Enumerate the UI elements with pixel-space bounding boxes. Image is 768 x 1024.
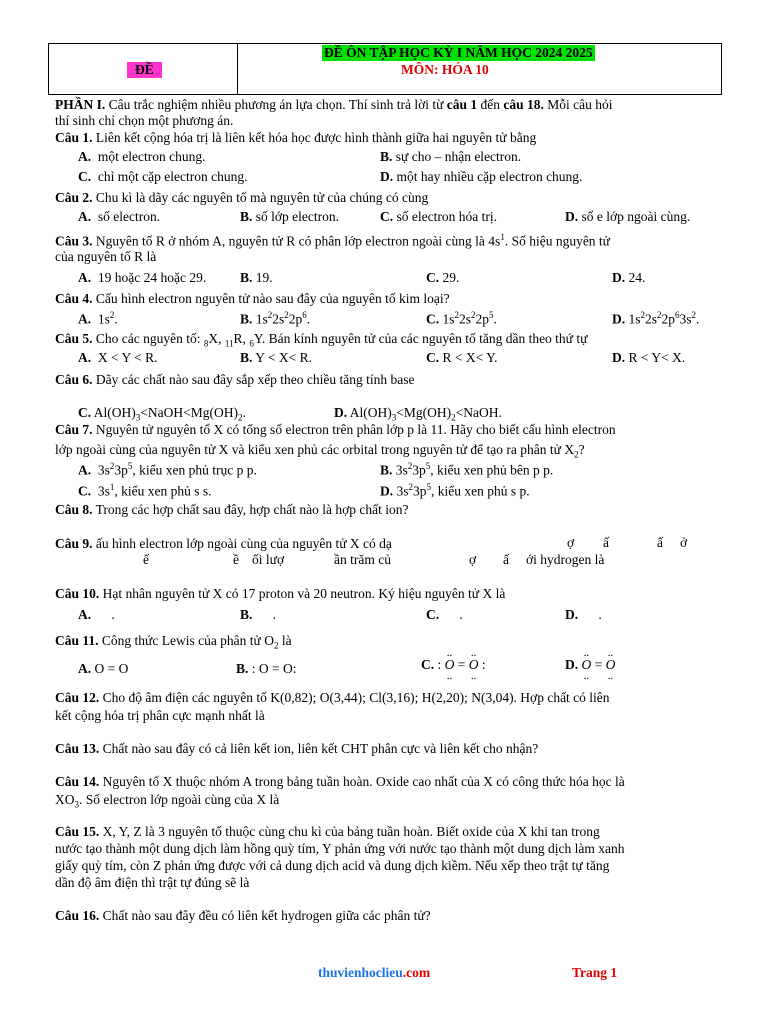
lewis-o-atom	[444, 647, 455, 682]
q12-label: Câu 12.	[55, 690, 100, 705]
q14-label: Câu 14.	[55, 774, 100, 789]
opt-letter: C.	[426, 350, 440, 365]
q7-d-text: , kiểu xen phủ s p.	[431, 483, 530, 499]
q2-option-a[interactable]	[78, 209, 160, 225]
question-9	[55, 535, 717, 552]
q3-text: Nguyên tố R ở nhóm A, nguyên tử R có phân lớp electron ngoài cùng là 4s	[92, 233, 501, 249]
footer-site-name: thuvienhoclieu	[318, 965, 403, 980]
q5-a-text: X < Y < R.	[97, 350, 158, 365]
q12-text: Cho độ âm điện các nguyên tố K(0,82); O(3,44); Cl(3,16); H(2,20); N(3,04). Hợp chất có liên	[99, 690, 610, 705]
opt-letter: B.	[380, 149, 393, 164]
q3-d-text: 24.	[628, 270, 646, 285]
q1-option-c[interactable]	[78, 169, 247, 185]
lewis-o-symbol: O	[444, 657, 455, 672]
opt-letter: C.	[426, 270, 440, 285]
q2-option-b[interactable]	[240, 209, 339, 225]
q10-label: Câu 10.	[55, 586, 100, 601]
q4-label: Câu 4.	[55, 291, 93, 306]
q14-line2-text: . Số electron lớp ngoài cùng của X là	[79, 792, 280, 807]
q13-label: Câu 13.	[55, 741, 100, 756]
lone-pair: ..	[470, 647, 477, 659]
q15-text: X, Y, Z là 3 nguyên tố thuộc cùng chu kì của bảng tuần hoàn. Biết oxide của X khi tan trong	[99, 824, 600, 839]
footer-site-link[interactable]	[318, 965, 430, 981]
q7-text: Nguyên tử nguyên tố X có tổng số electron trên phân lớp p là 11. Hãy cho biết cấu hình electron	[92, 422, 616, 437]
lewis-o-atom	[581, 647, 592, 682]
lewis-o-atom	[468, 647, 479, 682]
q6-option-c[interactable]: C. $Al(OH)_3<NaOH<Mg(OH)_2$.	[78, 405, 246, 423]
q7-option-b[interactable]: B. $3s^23p^5$, kiểu xen phủ bên p p.	[380, 461, 554, 478]
q5-d-text: R < Y< X.	[628, 350, 686, 365]
q14-text: Nguyên tố X thuộc nhóm A trong bảng tuần hoàn. Oxide cao nhất của X có công thức hóa học là	[99, 774, 625, 789]
q3-sup: 1	[500, 232, 505, 242]
q16-text: Chất nào sau đây đều có liên kết hydrogen giữa các phân tử?	[99, 908, 431, 923]
lewis-o-atom	[605, 647, 616, 682]
q12-line2: kết cộng hóa trị phân cực mạnh nhất là	[55, 708, 265, 723]
q3-option-c[interactable]	[426, 270, 459, 286]
lone-pair: ..	[583, 670, 590, 682]
q5-option-c[interactable]	[426, 350, 498, 366]
de-label: ĐỀ	[127, 62, 162, 78]
opt-letter: B.	[240, 607, 253, 622]
q9-frag: ở	[680, 535, 688, 550]
q7-option-d[interactable]: D. $3s^23p^5$, kiểu xen phủ s p.	[380, 482, 530, 499]
q4-option-a[interactable]: A. $1s^2$.	[78, 310, 118, 327]
part1-intro-bold1: câu 1	[446, 97, 478, 112]
opt-letter: A.	[78, 350, 92, 365]
q6-label: Câu 6.	[55, 372, 93, 387]
q9-frag: ế	[143, 552, 149, 567]
q5-label: Câu 5.	[55, 331, 93, 346]
q9-frag: ối lượ	[252, 552, 285, 567]
q2-option-d[interactable]	[565, 209, 690, 225]
lone-pair: ..	[470, 670, 477, 682]
header-table	[48, 43, 722, 95]
q14-line2: $XO_3$. Số electron lớp ngoài cùng của X là	[55, 792, 280, 810]
opt-letter: A.	[78, 607, 92, 622]
opt-letter: B.	[240, 209, 253, 224]
lone-pair: ..	[607, 670, 614, 682]
q3-text-tail: . Số hiệu nguyên tử	[504, 233, 610, 249]
question-4	[55, 290, 717, 307]
q2-c-text: số electron hóa trị.	[396, 209, 497, 224]
q6-option-d[interactable]: D. $Al(OH)_3<Mg(OH)_2<NaOH$.	[334, 405, 502, 423]
question-2	[55, 189, 717, 206]
q11-a-text: O = O	[94, 661, 129, 676]
q6-text: Dãy các chất nào sau đây sắp xếp theo chiều tăng tính base	[92, 372, 415, 387]
q5-c-text: R < X< Y.	[442, 350, 498, 365]
q2-a-text: số electron.	[97, 209, 161, 224]
q15-line3: giấy quỳ tím, còn Z phản ứng được với cả dung dịch acid và dung dịch kiềm. Nếu xếp theo trật tự tăng	[55, 858, 610, 873]
q15-line2: nước tạo thành một dung dịch làm hồng quỳ tím, Y phản ứng với nước tạo thành một dung dịch làm xanh	[55, 841, 625, 856]
footer-page-number: Trang 1	[572, 965, 618, 980]
q1-option-a[interactable]	[78, 149, 205, 165]
q9-frag: ợ	[469, 552, 477, 567]
part1-intro-line2: thí sinh chỉ chọn một phương án.	[55, 113, 234, 128]
opt-letter: D.	[380, 169, 394, 184]
q11-text: Công thức Lewis của phân tử O	[98, 633, 274, 648]
part1-intro-mid: đến	[477, 97, 504, 112]
q4-text: Cấu hình electron nguyên tử nào sau đây của nguyên tố kim loại?	[92, 291, 450, 306]
q9-frag: ấ	[503, 552, 509, 567]
q7-option-c[interactable]: C. $3s^1$, kiểu xen phủ s s.	[78, 482, 212, 499]
q9-text: ấu hình electron lớp ngoài cùng của nguyên tử X có dạ	[92, 536, 392, 551]
lone-pair: ..	[446, 670, 453, 682]
question-13	[55, 740, 717, 757]
q11-text-tail: là	[278, 633, 292, 648]
opt-letter: B.	[240, 350, 253, 365]
q11-option-d[interactable]: D. .. O .. = .. O ..	[565, 647, 616, 682]
opt-letter: D.	[565, 607, 579, 622]
footer-site-tld: .com	[402, 965, 431, 980]
q11-option-c[interactable]: C. : .. O .. = .. O .. :	[421, 647, 486, 682]
part1-intro-text: Câu trắc nghiệm nhiều phương án lựa chọn. Thí sinh trả lời từ	[105, 97, 447, 112]
q3-option-a[interactable]	[78, 270, 206, 286]
q7-line2: lớp ngoài cùng của nguyên tử X và kiểu xen phủ các orbital trong nguyên tử để tạo ra phân tử $X_2$?	[55, 442, 585, 460]
question-10	[55, 585, 717, 602]
part1-heading: PHẦN I.	[55, 97, 106, 112]
q11-label: Câu 11.	[55, 633, 99, 648]
q3-option-b[interactable]	[240, 270, 273, 286]
q9-frag: ấ	[603, 535, 609, 550]
q2-d-text: số e lớp ngoài cùng.	[581, 209, 691, 224]
lone-pair: ..	[583, 647, 590, 659]
opt-letter: D.	[565, 209, 579, 224]
opt-letter: A.	[78, 270, 92, 285]
q1-option-d[interactable]	[380, 169, 582, 185]
lone-pair: ..	[607, 647, 614, 659]
question-6	[55, 371, 717, 388]
question-11: Câu 11. Công thức Lewis của phân tử $O_2$ là	[55, 633, 292, 651]
q4-option-b[interactable]: B. $1s^22s^22p^6$.	[240, 310, 311, 327]
q1-a-text: một electron chung.	[97, 149, 206, 164]
opt-letter: C.	[78, 169, 92, 184]
q9-frag: ợ	[567, 535, 575, 550]
q10-text: Hạt nhân nguyên tử X có 17 proton và 20 neutron. Ký hiệu nguyên tử X là	[99, 586, 506, 601]
q9-frag: ới hydrogen là	[526, 552, 605, 567]
q3-option-d[interactable]	[612, 270, 645, 286]
opt-letter: A.	[78, 209, 92, 224]
question-12	[55, 689, 717, 706]
q1-label: Câu 1.	[55, 130, 93, 145]
q3-c-text: 29.	[442, 270, 460, 285]
q5-option-d[interactable]	[612, 350, 685, 366]
q13-text: Chất nào sau đây có cả liên kết ion, liên kết CHT phân cực và liên kết cho nhận?	[99, 741, 539, 756]
q4-option-c[interactable]: C. $1s^22s^22p^5$.	[426, 310, 497, 327]
question-14	[55, 773, 717, 790]
opt-letter: A.	[78, 149, 92, 164]
part1-intro	[55, 96, 717, 113]
q7-b-text: , kiểu xen phủ bên p p.	[430, 462, 554, 478]
question-5: Câu 5. Cho các nguyên tố: $_8$X, $_{11}$R, $_6$Y. Bán kính nguyên tử của các nguyên tố tăng dần theo thứ tự	[55, 331, 588, 349]
q4-option-d[interactable]: D. $1s^22s^22p^63s^2$.	[612, 310, 700, 327]
part1-intro-tail: Mỗi câu hỏi	[543, 97, 613, 112]
part1-intro-bold2: câu 18.	[503, 97, 544, 112]
q5-option-b[interactable]	[240, 350, 312, 366]
q3-line2: của nguyên tố R là	[55, 249, 157, 264]
q10-option-c[interactable]: C. .	[426, 607, 463, 622]
q3-label: Câu 3.	[55, 233, 93, 249]
opt-letter: C.	[426, 607, 440, 622]
q8-text: Trong các hợp chất sau đây, hợp chất nào là hợp chất ion?	[92, 502, 409, 517]
q16-label: Câu 16.	[55, 908, 100, 923]
q15-line4: dần độ âm điện thì trật tự đúng sẽ là	[55, 875, 250, 890]
question-3	[55, 229, 717, 250]
q11-option-b[interactable]: B. : O = O:	[236, 661, 297, 676]
q10-option-a[interactable]: A. .	[78, 607, 115, 622]
q2-b-text: số lớp electron.	[255, 209, 340, 224]
q9-frag: ấ	[657, 535, 663, 550]
q1-text: Liên kết cộng hóa trị là liên kết hóa học được hình thành giữa hai nguyên tử bằng	[92, 130, 537, 145]
q7-option-a[interactable]: A. $3s^23p^5$, kiểu xen phủ trục p p.	[78, 461, 257, 478]
question-16	[55, 907, 717, 924]
q10-option-d[interactable]: D. .	[565, 607, 602, 622]
q2-text: Chu kì là dãy các nguyên tố mà nguyên tử của chúng có cùng	[92, 190, 429, 205]
opt-letter: D.	[612, 270, 626, 285]
q9-frag: ần trăm củ	[334, 552, 391, 567]
question-8	[55, 501, 717, 518]
q1-b-text: sự cho – nhận electron.	[395, 149, 522, 164]
lewis-o-symbol: O	[468, 657, 479, 672]
q9-frag: ề	[233, 552, 239, 567]
q5-option-a[interactable]	[78, 350, 157, 366]
q5-text: Cho các nguyên tố:	[92, 331, 204, 346]
question-15	[55, 823, 717, 840]
q3-b-text: 19.	[255, 270, 273, 285]
q1-c-text: chỉ một cặp electron chung.	[97, 169, 248, 184]
header-left-cell	[49, 44, 238, 94]
q2-option-c[interactable]	[380, 209, 497, 225]
lone-pair: ..	[446, 647, 453, 659]
q7-line2-text: lớp ngoài cùng của nguyên tử X và kiểu xen phủ các orbital trong nguyên tử để tạo ra phân tử X	[55, 442, 575, 457]
q5-b-text: Y < X< R.	[255, 350, 312, 365]
q7-a-text: , kiểu xen phủ trục p p.	[132, 462, 257, 478]
q11-option-a[interactable]: A. O = O	[78, 661, 129, 676]
opt-letter: C.	[380, 209, 394, 224]
q10-option-b[interactable]: B. .	[240, 607, 277, 622]
question-1	[55, 129, 717, 146]
q1-option-b[interactable]	[380, 149, 521, 165]
question-7	[55, 421, 717, 438]
q3-a-text: 19 hoặc 24 hoặc 29.	[97, 270, 207, 285]
q15-label: Câu 15.	[55, 824, 100, 839]
opt-letter: B.	[240, 270, 253, 285]
q11-b-text: : O = O:	[251, 661, 297, 676]
q2-label: Câu 2.	[55, 190, 93, 205]
q8-label: Câu 8.	[55, 502, 93, 517]
q1-d-text: một hay nhiều cặp electron chung.	[396, 169, 583, 184]
lewis-o-symbol: O	[605, 657, 616, 672]
lewis-o-symbol: O	[581, 657, 592, 672]
exam-title: ĐỀ ÔN TẬP HỌC KỲ I NĂM HỌC 2024 2025	[324, 45, 593, 60]
q9-label: Câu 9.	[55, 536, 93, 551]
q7-label: Câu 7.	[55, 422, 93, 437]
exam-subject: MÔN: HÓA 10	[401, 62, 489, 77]
opt-letter: D.	[612, 350, 626, 365]
q7-c-text: , kiểu xen phủ s s.	[114, 483, 212, 499]
